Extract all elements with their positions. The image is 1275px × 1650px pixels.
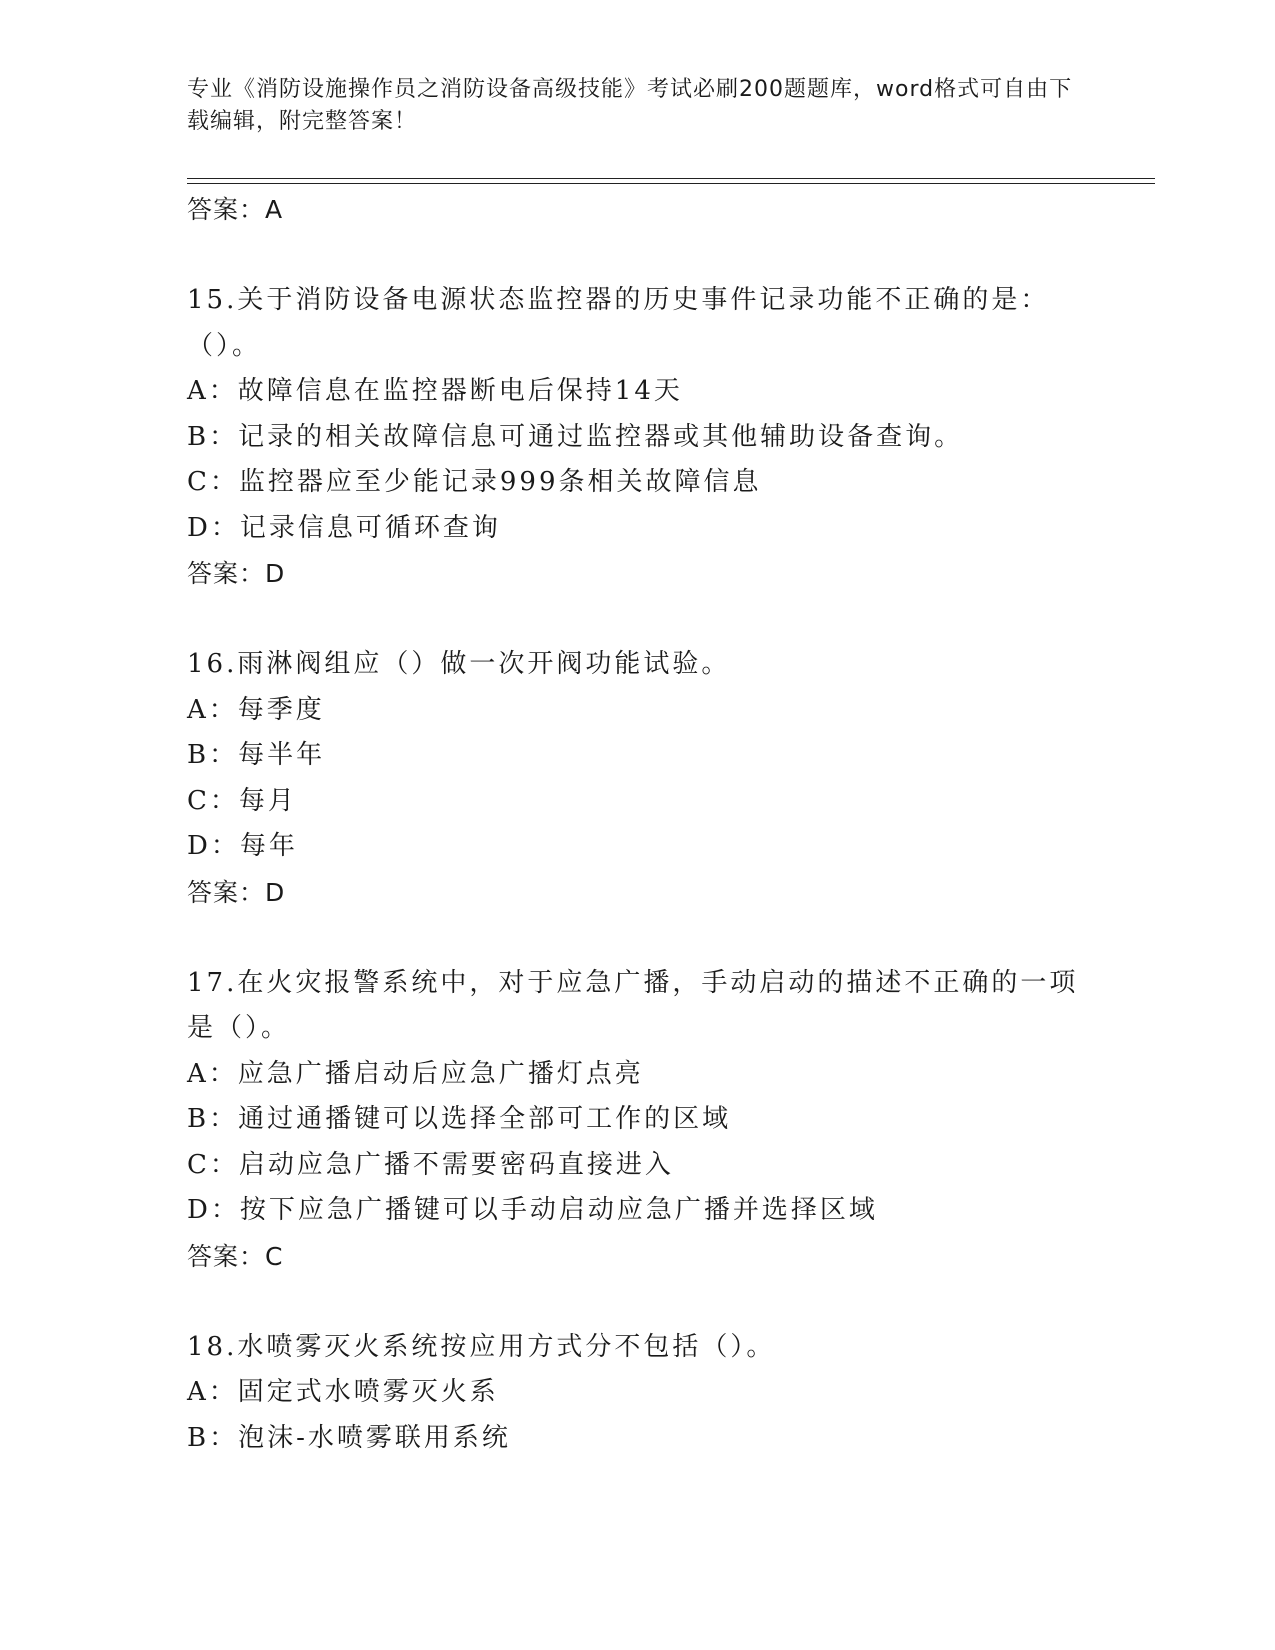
question-list bbox=[187, 187, 1087, 1461]
question-text: 18.水喷雾灭火系统按应用方式分不包括（）。 bbox=[187, 1331, 776, 1362]
option-a: A：每季度 bbox=[187, 694, 325, 725]
document-header: 专业《消防设施操作员之消防设备高级技能》考试必刷200题题库，word格式可自由下载编辑，附完整答案！ bbox=[187, 77, 1073, 134]
header-divider bbox=[187, 178, 1155, 179]
header-divider-secondary bbox=[187, 183, 1155, 184]
option-d: D：记录信息可循环查询 bbox=[187, 512, 501, 543]
option-d: D：每年 bbox=[187, 831, 298, 861]
option-c: C：每月 bbox=[187, 785, 297, 816]
option-a: A：故障信息在监控器断电后保持14天 bbox=[187, 376, 683, 406]
spacer bbox=[187, 1279, 1087, 1325]
option-b: B：每半年 bbox=[187, 740, 326, 770]
option-d: D：按下应急广播键可以手动启动应急广播并选择区域 bbox=[187, 1195, 878, 1225]
option-c: C：监控器应至少能记录999条相关故障信息 bbox=[187, 467, 762, 497]
spacer bbox=[187, 915, 1087, 961]
spacer bbox=[187, 596, 1087, 642]
option-b: B：泡沫-水喷雾联用系统 bbox=[187, 1422, 511, 1453]
option-a: A：应急广播启动后应急广播灯点亮 bbox=[187, 1058, 644, 1089]
answer-label: 答案：A bbox=[187, 195, 284, 224]
option-a: A：固定式水喷雾灭火系 bbox=[187, 1377, 499, 1407]
answer-label: 答案：D bbox=[187, 559, 286, 588]
question-text: 15.关于消防设备电源状态监控器的历史事件记录功能不正确的是：（）。 bbox=[187, 285, 1050, 361]
option-b: B：记录的相关故障信息可通过监控器或其他辅助设备查询。 bbox=[187, 421, 964, 452]
question-text: 16.雨淋阀组应（）做一次开阀功能试验。 bbox=[187, 649, 731, 679]
spacer bbox=[187, 232, 1087, 278]
answer-label: 答案：C bbox=[187, 1241, 284, 1271]
option-c: C：启动应急广播不需要密码直接进入 bbox=[187, 1149, 674, 1180]
option-b: B：通过通播键可以选择全部可工作的区域 bbox=[187, 1104, 732, 1134]
question-text: 17.在火灾报警系统中，对于应急广播，手动启动的描述不正确的一项是（）。 bbox=[187, 967, 1079, 1043]
answer-label: 答案：D bbox=[187, 877, 286, 907]
